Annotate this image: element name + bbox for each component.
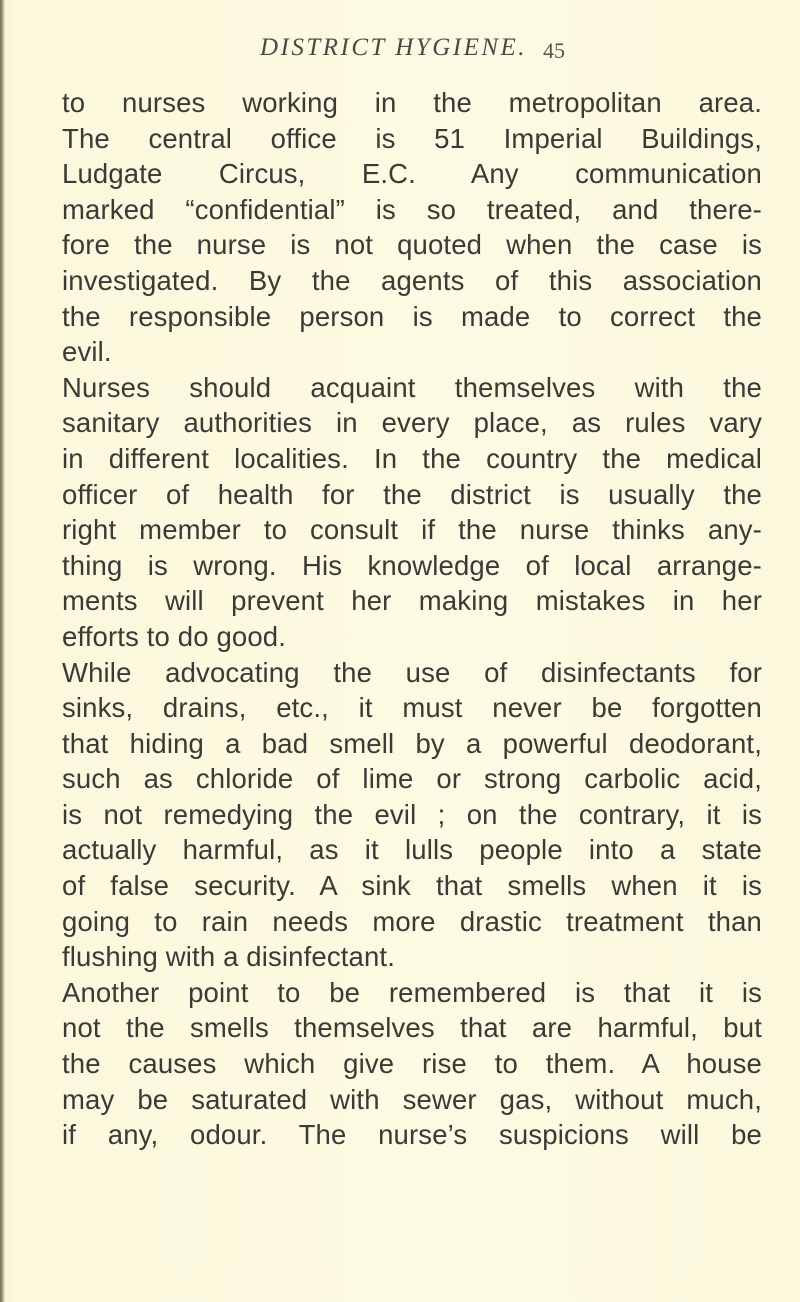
text-line: ments will prevent her making mistakes in her — [62, 585, 762, 617]
text-line: going to rain needs more drastic treatment than — [62, 905, 762, 937]
running-title: DISTRICT HYGIENE. — [260, 34, 528, 61]
text-line: is not remedying the evil ; on the contrary, it is — [62, 798, 762, 830]
text-line: thing is wrong. His knowledge of local arrange- — [62, 549, 762, 581]
page-binding-edge — [0, 0, 5, 1302]
text-line: efforts to do good. — [62, 620, 287, 652]
text-line: officer of health for the district is usually the — [62, 478, 762, 510]
text-line: Ludgate Circus, E.C. Any communication — [62, 158, 762, 190]
text-line: investigated. By the agents of this association — [62, 264, 762, 296]
paragraph-start-line: While advocating the use of disinfectants for — [62, 656, 762, 688]
running-head — [0, 34, 800, 68]
page-number: 45 — [543, 38, 565, 63]
text-line: The central office is 51 Imperial Buildings, — [62, 122, 762, 154]
text-line: marked “confidential” is so treated, and there- — [62, 193, 762, 225]
text-line: of false security. A sink that smells when it is — [62, 870, 762, 902]
text-line: such as chloride of lime or strong carbolic acid, — [62, 763, 762, 795]
text-line: sanitary authorities in every place, as rules vary — [62, 407, 762, 439]
text-line: fore the nurse is not quoted when the case is — [62, 229, 762, 261]
text-line: in different localities. In the country the medical — [62, 442, 762, 474]
text-line: evil. — [62, 336, 112, 368]
text-line: to nurses working in the metropolitan area. — [62, 87, 762, 118]
text-line: that hiding a bad smell by a powerful deodorant, — [62, 727, 762, 759]
text-line: not the smells themselves that are harmful, but — [62, 1012, 762, 1044]
text-line: the responsible person is made to correct the — [62, 300, 762, 332]
paragraph-start-line: Nurses should acquaint themselves with the — [62, 371, 762, 403]
text-line: sinks, drains, etc., it must never be forgotten — [62, 692, 762, 724]
body-text — [62, 85, 762, 1153]
paragraph-start-line: Another point to be remembered is that it is — [62, 976, 762, 1008]
text-line: flushing with a disinfectant. — [62, 941, 396, 973]
text-line: right member to consult if the nurse thinks any- — [62, 514, 762, 546]
text-line: actually harmful, as it lulls people into a state — [62, 834, 762, 866]
text-line: may be saturated with sewer gas, without much, — [62, 1083, 762, 1115]
text-line: the causes which give rise to them. A house — [62, 1048, 762, 1080]
text-line: if any, odour. The nurse’s suspicions will be — [62, 1119, 762, 1151]
